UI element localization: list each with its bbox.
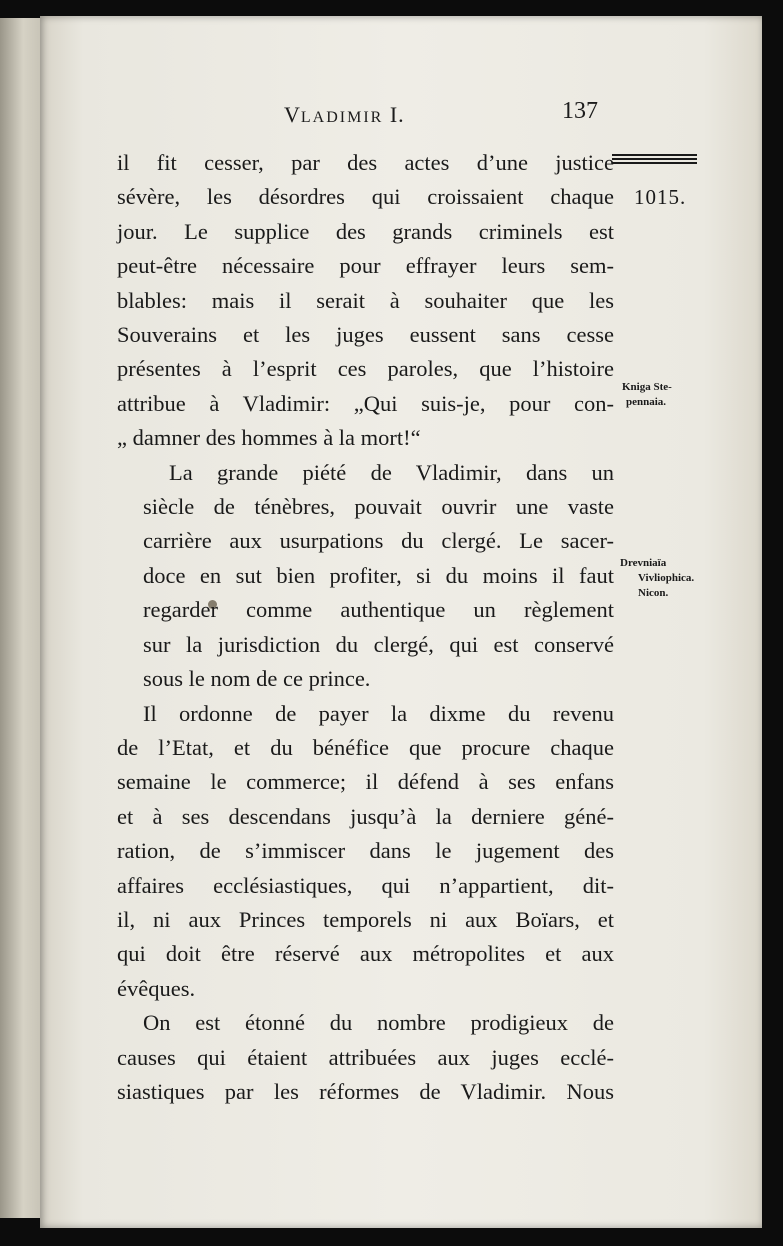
- text-line: On est étonné du nombre prodigieux de: [143, 1010, 614, 1036]
- paragraph: [117, 1006, 614, 1109]
- running-title-smallcaps: LADIMIR: [300, 109, 384, 126]
- text-line: La grande piété de Vladimir, dans un: [169, 459, 614, 485]
- margin-note-drevniaia: [620, 556, 694, 601]
- text-line: et à ses descendans jusqu’à la derniere géné-: [117, 803, 614, 829]
- paragraph: [117, 456, 614, 697]
- left-page-edge: [0, 18, 44, 1218]
- margin-note-kniga: [622, 380, 672, 410]
- page-number: 137: [562, 98, 598, 124]
- body-text: [117, 146, 614, 1109]
- margin-year: 1015.: [634, 185, 687, 209]
- text-line: sévère, les désordres qui croissaient chaque: [117, 184, 614, 210]
- text-line: sous le nom de ce prince.: [143, 666, 371, 692]
- text-line: siècle de ténèbres, pouvait ouvrir une vaste: [143, 494, 614, 520]
- text-line: ration, de s’immiscer dans le jugement des: [117, 838, 614, 864]
- text-line: semaine le commerce; il défend à ses enfans: [117, 769, 614, 795]
- text-line: peut-être nécessaire pour effrayer leurs sem-: [117, 253, 614, 279]
- text-line: de l’Etat, et du bénéfice que procure chaque: [117, 734, 614, 760]
- page-header: [0, 98, 783, 132]
- text-line: jour. Le supplice des grands criminels est: [117, 218, 614, 244]
- paragraph: [117, 697, 614, 1007]
- text-line: qui doit être réservé aux métropolites et aux: [117, 941, 614, 967]
- running-title-suffix: I.: [383, 102, 405, 127]
- margin-note-line: Drevniaïa: [620, 557, 667, 569]
- text-line: regarder comme authentique un règlement: [143, 597, 614, 623]
- text-line: Il ordonne de payer la dixme du revenu: [143, 700, 614, 726]
- text-line: présentes à l’esprit ces paroles, que l’histoire: [117, 356, 614, 382]
- margin-note-line: Vivliophica.: [638, 572, 695, 584]
- text-line: il, ni aux Princes temporels ni aux Boïars, et: [117, 906, 614, 932]
- text-line: doce en sut bien profiter, si du moins il faut: [143, 562, 614, 588]
- margin-note-line: pennaia.: [626, 396, 667, 408]
- text-line: il fit cesser, par des actes d’une justice: [117, 150, 614, 175]
- running-title: [284, 102, 405, 128]
- text-line: affaires ecclésiastiques, qui n’appartient, dit-: [117, 872, 614, 898]
- text-line: attribue à Vladimir: „Qui suis-je, pour con-: [117, 390, 614, 416]
- paragraph: [117, 146, 614, 456]
- margin-note-line: Nicon.: [638, 587, 669, 599]
- text-line: causes qui étaient attribuées aux juges ecclé-: [117, 1044, 614, 1070]
- running-title-initial: V: [284, 102, 301, 127]
- text-line: évêques.: [117, 975, 196, 1001]
- text-line: blables: mais il serait à souhaiter que les: [117, 287, 614, 313]
- margin-rule: [612, 154, 697, 168]
- margin-note-line: Kniga Ste-: [622, 381, 672, 393]
- text-line: Souverains et les juges eussent sans cesse: [117, 322, 614, 348]
- text-line: siastiques par les réformes de Vladimir. Nous: [117, 1078, 614, 1104]
- text-line: „ damner des hommes à la mort!“: [117, 425, 421, 451]
- text-line: sur la jurisdiction du clergé, qui est conservé: [143, 631, 614, 657]
- text-line: carrière aux usurpations du clergé. Le sacer-: [143, 528, 614, 554]
